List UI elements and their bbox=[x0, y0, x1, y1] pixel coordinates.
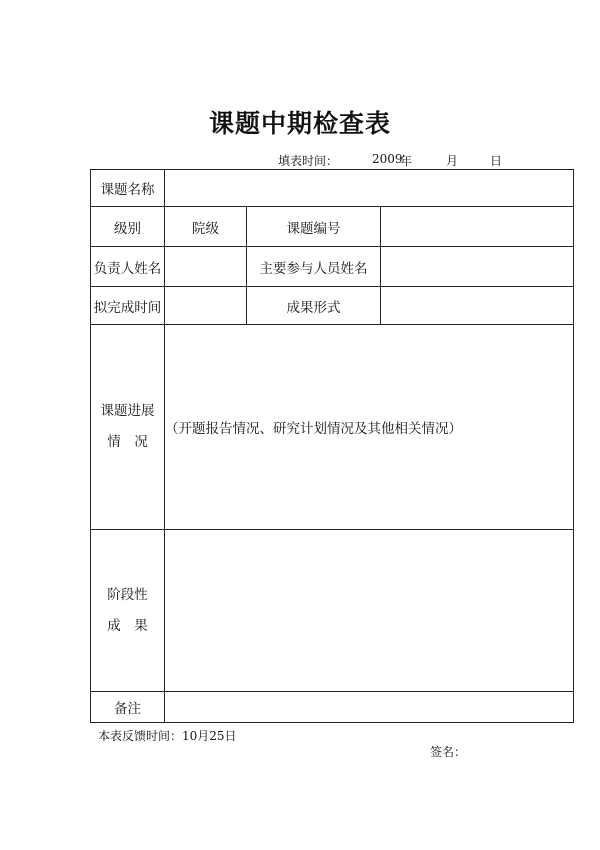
deadline-label: 拟完成时间 bbox=[91, 287, 165, 325]
progress-field[interactable] bbox=[165, 325, 574, 530]
result-form-field[interactable] bbox=[381, 287, 574, 325]
project-name-label: 课题名称 bbox=[91, 170, 165, 207]
fill-date-month-unit: 月 bbox=[446, 154, 459, 168]
progress-hint: （开题报告情况、研究计划情况及其他相关情况） bbox=[165, 421, 462, 437]
fill-date-year-unit: 年 bbox=[400, 154, 413, 168]
midterm-check-table bbox=[90, 169, 574, 723]
leader-label: 负责人姓名 bbox=[91, 247, 165, 287]
result-form-label: 成果形式 bbox=[247, 287, 381, 325]
level-value[interactable]: 院级 bbox=[165, 207, 247, 247]
leader-field[interactable] bbox=[165, 247, 247, 287]
progress-label-line2: 情 况 bbox=[107, 434, 148, 450]
level-label: 级别 bbox=[91, 207, 165, 247]
stage-label-line2: 成 果 bbox=[107, 617, 148, 634]
fill-date-label: 填表时间： bbox=[278, 154, 339, 168]
row-stage-results bbox=[91, 530, 574, 692]
remarks-label: 备注 bbox=[91, 692, 165, 723]
remarks-field[interactable] bbox=[165, 692, 574, 723]
deadline-field[interactable] bbox=[165, 287, 247, 325]
signature-label: 签名： bbox=[430, 745, 467, 759]
participants-field[interactable] bbox=[381, 247, 574, 287]
progress-label-line1: 课题进展 bbox=[100, 403, 155, 419]
row-remarks bbox=[91, 692, 574, 723]
project-number-field[interactable] bbox=[381, 207, 574, 247]
progress-label bbox=[91, 325, 165, 530]
project-name-field[interactable] bbox=[165, 170, 574, 207]
participants-label: 主要参与人员姓名 bbox=[247, 247, 381, 287]
feedback-time-note: 本表反馈时间：10月25日 bbox=[98, 729, 237, 743]
stage-label-line1: 阶段性 bbox=[107, 586, 148, 603]
stage-results-label bbox=[91, 530, 165, 692]
fill-date-year: 2009 bbox=[372, 152, 403, 166]
row-deadline bbox=[91, 287, 574, 325]
stage-results-field[interactable] bbox=[165, 530, 574, 692]
row-progress bbox=[91, 325, 574, 530]
row-level bbox=[91, 207, 574, 247]
row-project-name bbox=[91, 170, 574, 207]
row-leader bbox=[91, 247, 574, 287]
project-number-label: 课题编号 bbox=[247, 207, 381, 247]
fill-date-day-unit: 日 bbox=[490, 154, 503, 168]
form-title: 课题中期检查表 bbox=[208, 109, 391, 138]
